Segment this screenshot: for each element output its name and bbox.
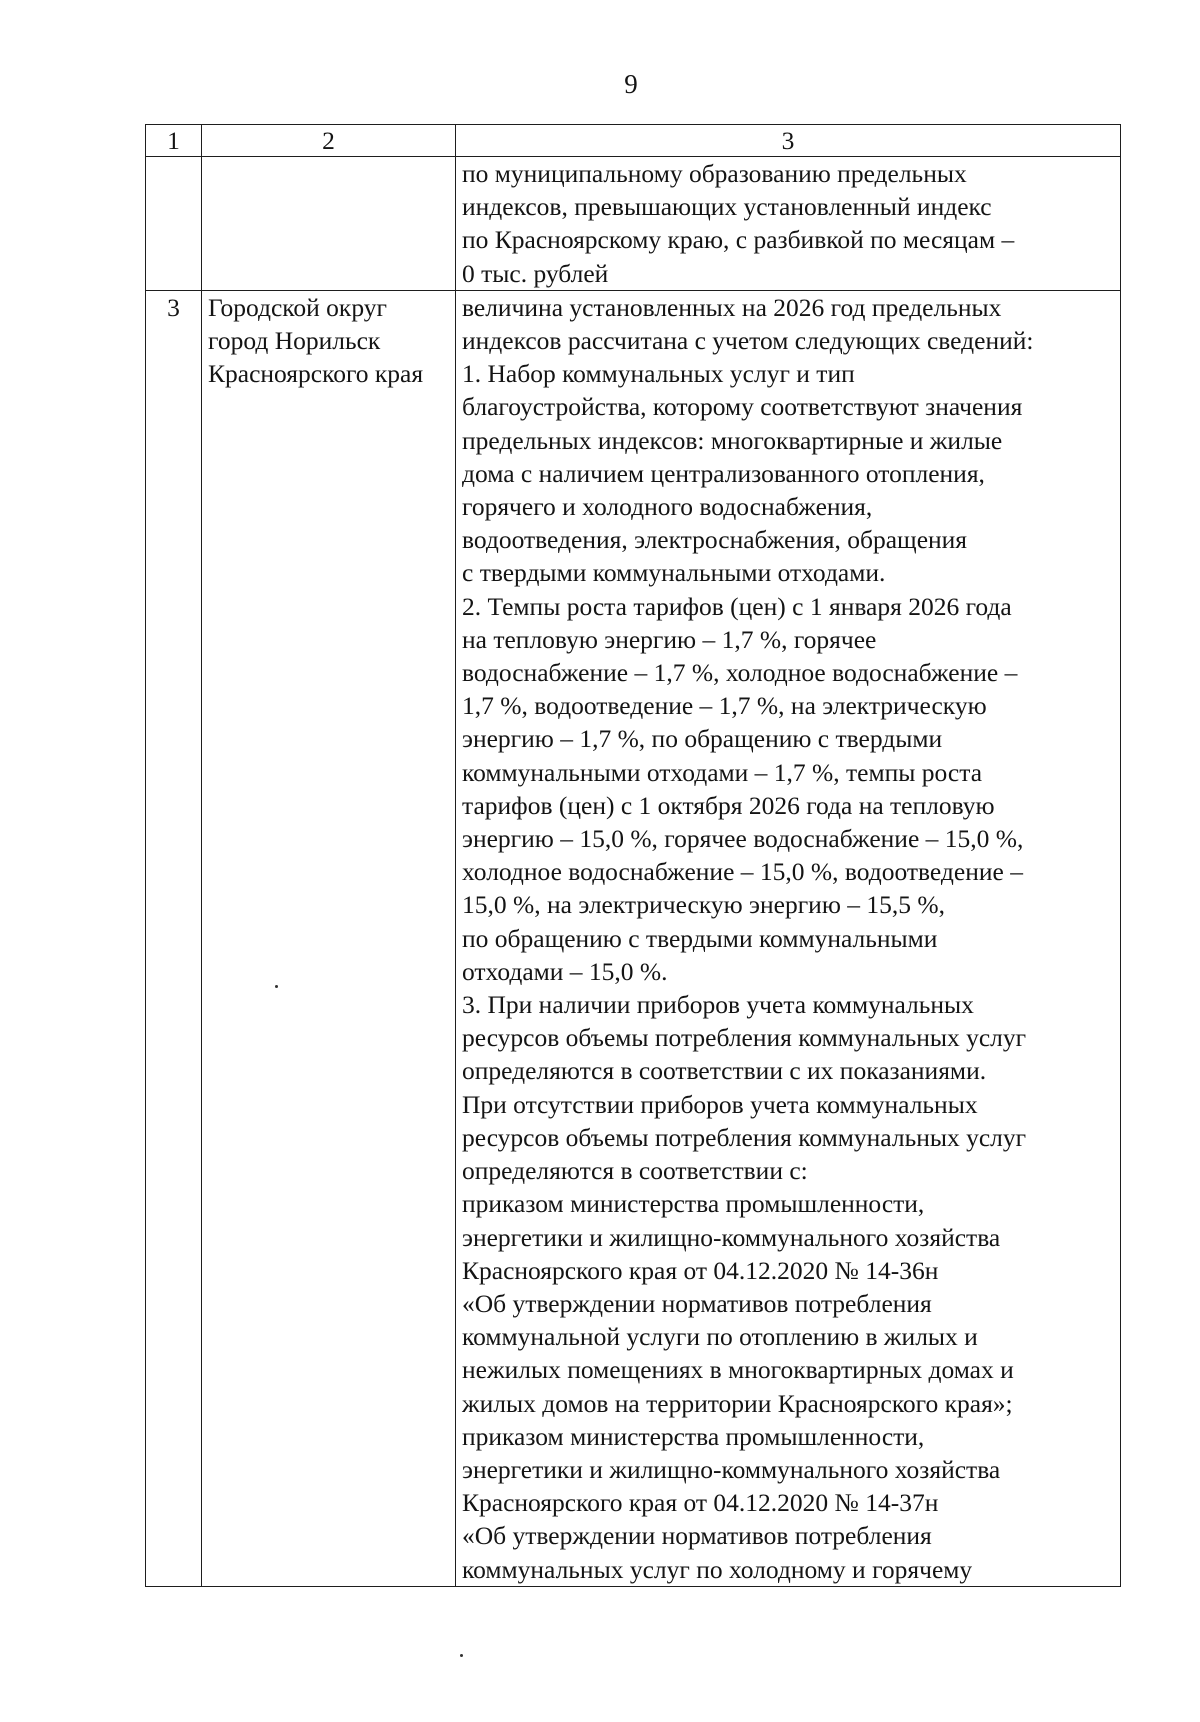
text-line: энергию – 1,7 %, по обращению с твердыми: [462, 724, 943, 754]
text-line: отходами – 15,0 %.: [462, 956, 668, 986]
text-line: нежилых помещениях в многоквартирных домах и: [462, 1355, 1014, 1385]
text-line: ресурсов объемы потребления коммунальных услуг: [462, 1023, 1027, 1053]
table-row-3: [146, 290, 1121, 1586]
text-line: энергетики и жилищно-коммунального хозяйства: [462, 1454, 1001, 1484]
row-3-description: [456, 290, 1121, 1586]
text-line: 1. Набор коммунальных услуг и тип: [462, 359, 855, 389]
text-line: горячего и холодного водоснабжения,: [462, 492, 873, 522]
text-line: определяются в соответствии с:: [462, 1156, 808, 1186]
text-line: холодное водоснабжение – 15,0 %, водоотведение –: [462, 857, 1023, 887]
text-line: коммунальными отходами – 1,7 %, темпы роста: [462, 757, 983, 787]
text-line: 3. При наличии приборов учета коммунальных: [462, 990, 974, 1020]
text-line: 1,7 %, водоотведение – 1,7 %, на электрическую: [462, 691, 987, 721]
tariff-index-table: [145, 124, 1121, 1587]
text-line: приказом министерства промышленности,: [462, 1421, 925, 1451]
text-line: коммунальной услуги по отоплению в жилых и: [462, 1322, 978, 1352]
table-row-continuation: [146, 157, 1121, 291]
text-line: 2. Темпы роста тарифов (цен) с 1 января 2026 года: [462, 591, 1012, 621]
municipality-line: Городской округ: [208, 292, 387, 322]
scan-speck: [460, 1654, 463, 1657]
text-line: 15,0 %, на электрическую энергию – 15,5 %,: [462, 890, 945, 920]
continuation-col-1: [146, 157, 202, 291]
table-header-row: [146, 125, 1121, 157]
text-line: ресурсов объемы потребления коммунальных услуг: [462, 1122, 1027, 1152]
municipality-line: город Норильск: [208, 326, 381, 356]
text-line: «Об утверждении нормативов потребления: [462, 1521, 932, 1551]
text-line: определяются в соответствии с их показаниями.: [462, 1056, 987, 1086]
text-line: коммунальных услуг по холодному и горячему: [462, 1554, 973, 1584]
text-line: жилых домов на территории Красноярского края»;: [462, 1388, 1013, 1418]
text-line: водоснабжение – 1,7 %, холодное водоснабжение –: [462, 658, 1018, 688]
text-line: на тепловую энергию – 1,7 %, горячее: [462, 624, 877, 654]
text-line: величина установленных на 2026 год предельных: [462, 292, 1002, 322]
header-col-2: 2: [202, 125, 456, 157]
row-3-number: 3: [146, 290, 202, 1586]
header-col-1: 1: [146, 125, 202, 157]
row-3-municipality: [202, 290, 456, 1586]
continuation-col-3: [456, 157, 1121, 291]
text-line: индексов, превышающих установленный индекс: [462, 192, 992, 222]
text-line: по муниципальному образованию предельных: [462, 159, 967, 188]
header-col-3: 3: [456, 125, 1121, 157]
text-line: благоустройства, которому соответствуют значения: [462, 392, 1023, 422]
text-line: При отсутствии приборов учета коммунальных: [462, 1089, 978, 1119]
page-number: 9: [624, 69, 638, 99]
text-line: 0 тыс. рублей: [462, 258, 609, 288]
text-line: тарифов (цен) с 1 октября 2026 года на тепловую: [462, 790, 995, 820]
text-line: водоотведения, электроснабжения, обращения: [462, 525, 968, 555]
text-line: по Красноярскому краю, с разбивкой по месяцам –: [462, 225, 1015, 255]
text-line: индексов рассчитана с учетом следующих сведений:: [462, 326, 1034, 356]
text-line: энергию – 15,0 %, горячее водоснабжение – 15,0 %,: [462, 824, 1024, 854]
text-line: Красноярского края от 04.12.2020 № 14-36н: [462, 1255, 939, 1285]
municipality-line: Красноярского края: [208, 359, 424, 389]
text-line: предельных индексов: многоквартирные и жилые: [462, 425, 1003, 455]
text-line: с твердыми коммунальными отходами.: [462, 558, 886, 588]
scan-speck: [275, 985, 278, 988]
continuation-col-2: [202, 157, 456, 291]
text-line: приказом министерства промышленности,: [462, 1189, 925, 1219]
text-line: по обращению с твердыми коммунальными: [462, 923, 938, 953]
text-line: дома с наличием централизованного отопления,: [462, 458, 985, 488]
text-line: энергетики и жилищно-коммунального хозяйства: [462, 1222, 1001, 1252]
text-line: «Об утверждении нормативов потребления: [462, 1288, 932, 1318]
text-line: Красноярского края от 04.12.2020 № 14-37н: [462, 1488, 939, 1518]
